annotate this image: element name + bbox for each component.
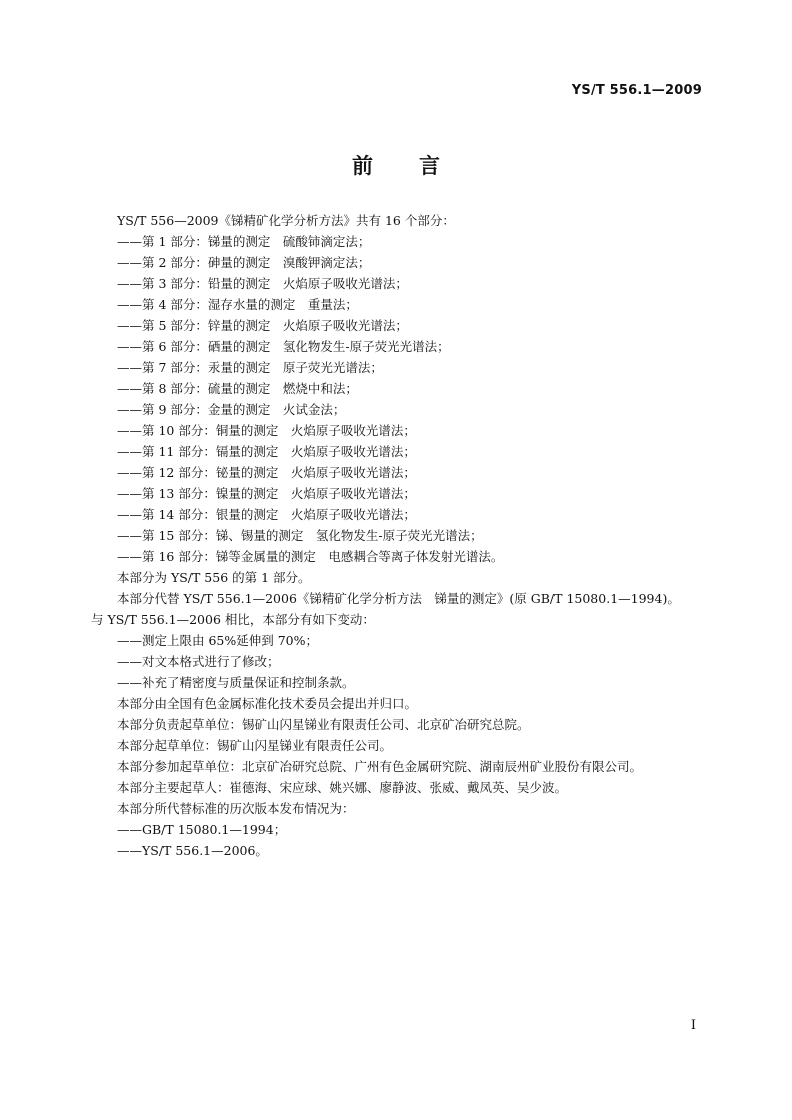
list-item: ——第 6 部分：硒量的测定 氢化物发生-原子荧光光谱法； (117, 339, 450, 354)
statement-line: 本部分所代替标准的历次版本发布情况为： (117, 801, 355, 816)
list-item: ——第 16 部分：锑等金属量的测定 电感耦合等离子体发射光谱法。 (117, 549, 504, 564)
list-item: ——第 9 部分：金量的测定 火试金法； (117, 402, 346, 417)
list-item: ——YS/T 556.1—2006。 (117, 843, 268, 858)
list-item: ——第 8 部分：硫量的测定 燃烧中和法； (117, 381, 358, 396)
statement-line: 本部分起草单位：锡矿山闪星锑业有限责任公司。 (117, 738, 393, 753)
list-item: ——测定上限由 65%延伸到 70%； (117, 633, 319, 648)
statements (91, 693, 703, 819)
history-list (91, 819, 703, 861)
title-char-2: 言 (419, 154, 440, 178)
intro-line: YS/T 556—2009《锑精矿化学分析方法》共有 16 个部分： (117, 213, 455, 228)
page-title (0, 150, 792, 180)
list-item: ——第 12 部分：铋量的测定 火焰原子吸收光谱法； (117, 465, 416, 480)
list-item: ——第 10 部分：铜量的测定 火焰原子吸收光谱法； (117, 423, 416, 438)
list-item: ——第 11 部分：镉量的测定 火焰原子吸收光谱法； (117, 444, 416, 459)
statement-line: 本部分由全国有色金属标准化技术委员会提出并归口。 (117, 696, 418, 711)
replaces-line-1: 本部分代替 YS/T 556.1—2006《锑精矿化学分析方法 锑量的测定》(原 GB/T 15080.1—1994)。 (117, 591, 680, 606)
list-item: ——第 13 部分：镍量的测定 火焰原子吸收光谱法； (117, 486, 416, 501)
list-item: ——对文本格式进行了修改； (117, 654, 280, 669)
list-item: ——第 5 部分：锌量的测定 火焰原子吸收光谱法； (117, 318, 408, 333)
list-item: ——第 15 部分：锑、锡量的测定 氢化物发生-原子荧光光谱法； (117, 528, 483, 543)
title-char-1: 前 (352, 154, 373, 178)
list-item: ——第 7 部分：汞量的测定 原子荧光光谱法； (117, 360, 383, 375)
statement-line: 本部分主要起草人：崔德海、宋应球、姚兴娜、廖静波、张威、戴凤英、吴少波。 (117, 780, 568, 795)
list-item: ——第 2 部分：砷量的测定 溴酸钾滴定法； (117, 255, 371, 270)
replaces-paragraph (91, 588, 703, 630)
standard-code: YS/T 556.1—2009 (571, 83, 702, 98)
list-item: ——第 4 部分：湿存水量的测定 重量法； (117, 297, 358, 312)
statement-line: 本部分参加起草单位：北京矿冶研究总院、广州有色金属研究院、湖南辰州矿业股份有限公司。 (117, 759, 643, 774)
replaces-line-2: 与 YS/T 556.1—2006 相比，本部分有如下变动： (91, 612, 375, 627)
changes-list (91, 630, 703, 693)
list-item: ——GB/T 15080.1—1994； (117, 822, 287, 837)
foreword-body (91, 210, 703, 861)
statement-line: 本部分负责起草单位：锡矿山闪星锑业有限责任公司、北京矿冶研究总院。 (117, 717, 530, 732)
parts-list (91, 231, 703, 567)
this-part-statement: 本部分为 YS/T 556 的第 1 部分。 (117, 570, 311, 585)
list-item: ——补充了精密度与质量保证和控制条款。 (117, 675, 355, 690)
list-item: ——第 1 部分：锑量的测定 硫酸铈滴定法； (117, 234, 371, 249)
page-number: I (690, 1018, 696, 1033)
list-item: ——第 3 部分：铅量的测定 火焰原子吸收光谱法； (117, 276, 408, 291)
list-item: ——第 14 部分：银量的测定 火焰原子吸收光谱法； (117, 507, 416, 522)
